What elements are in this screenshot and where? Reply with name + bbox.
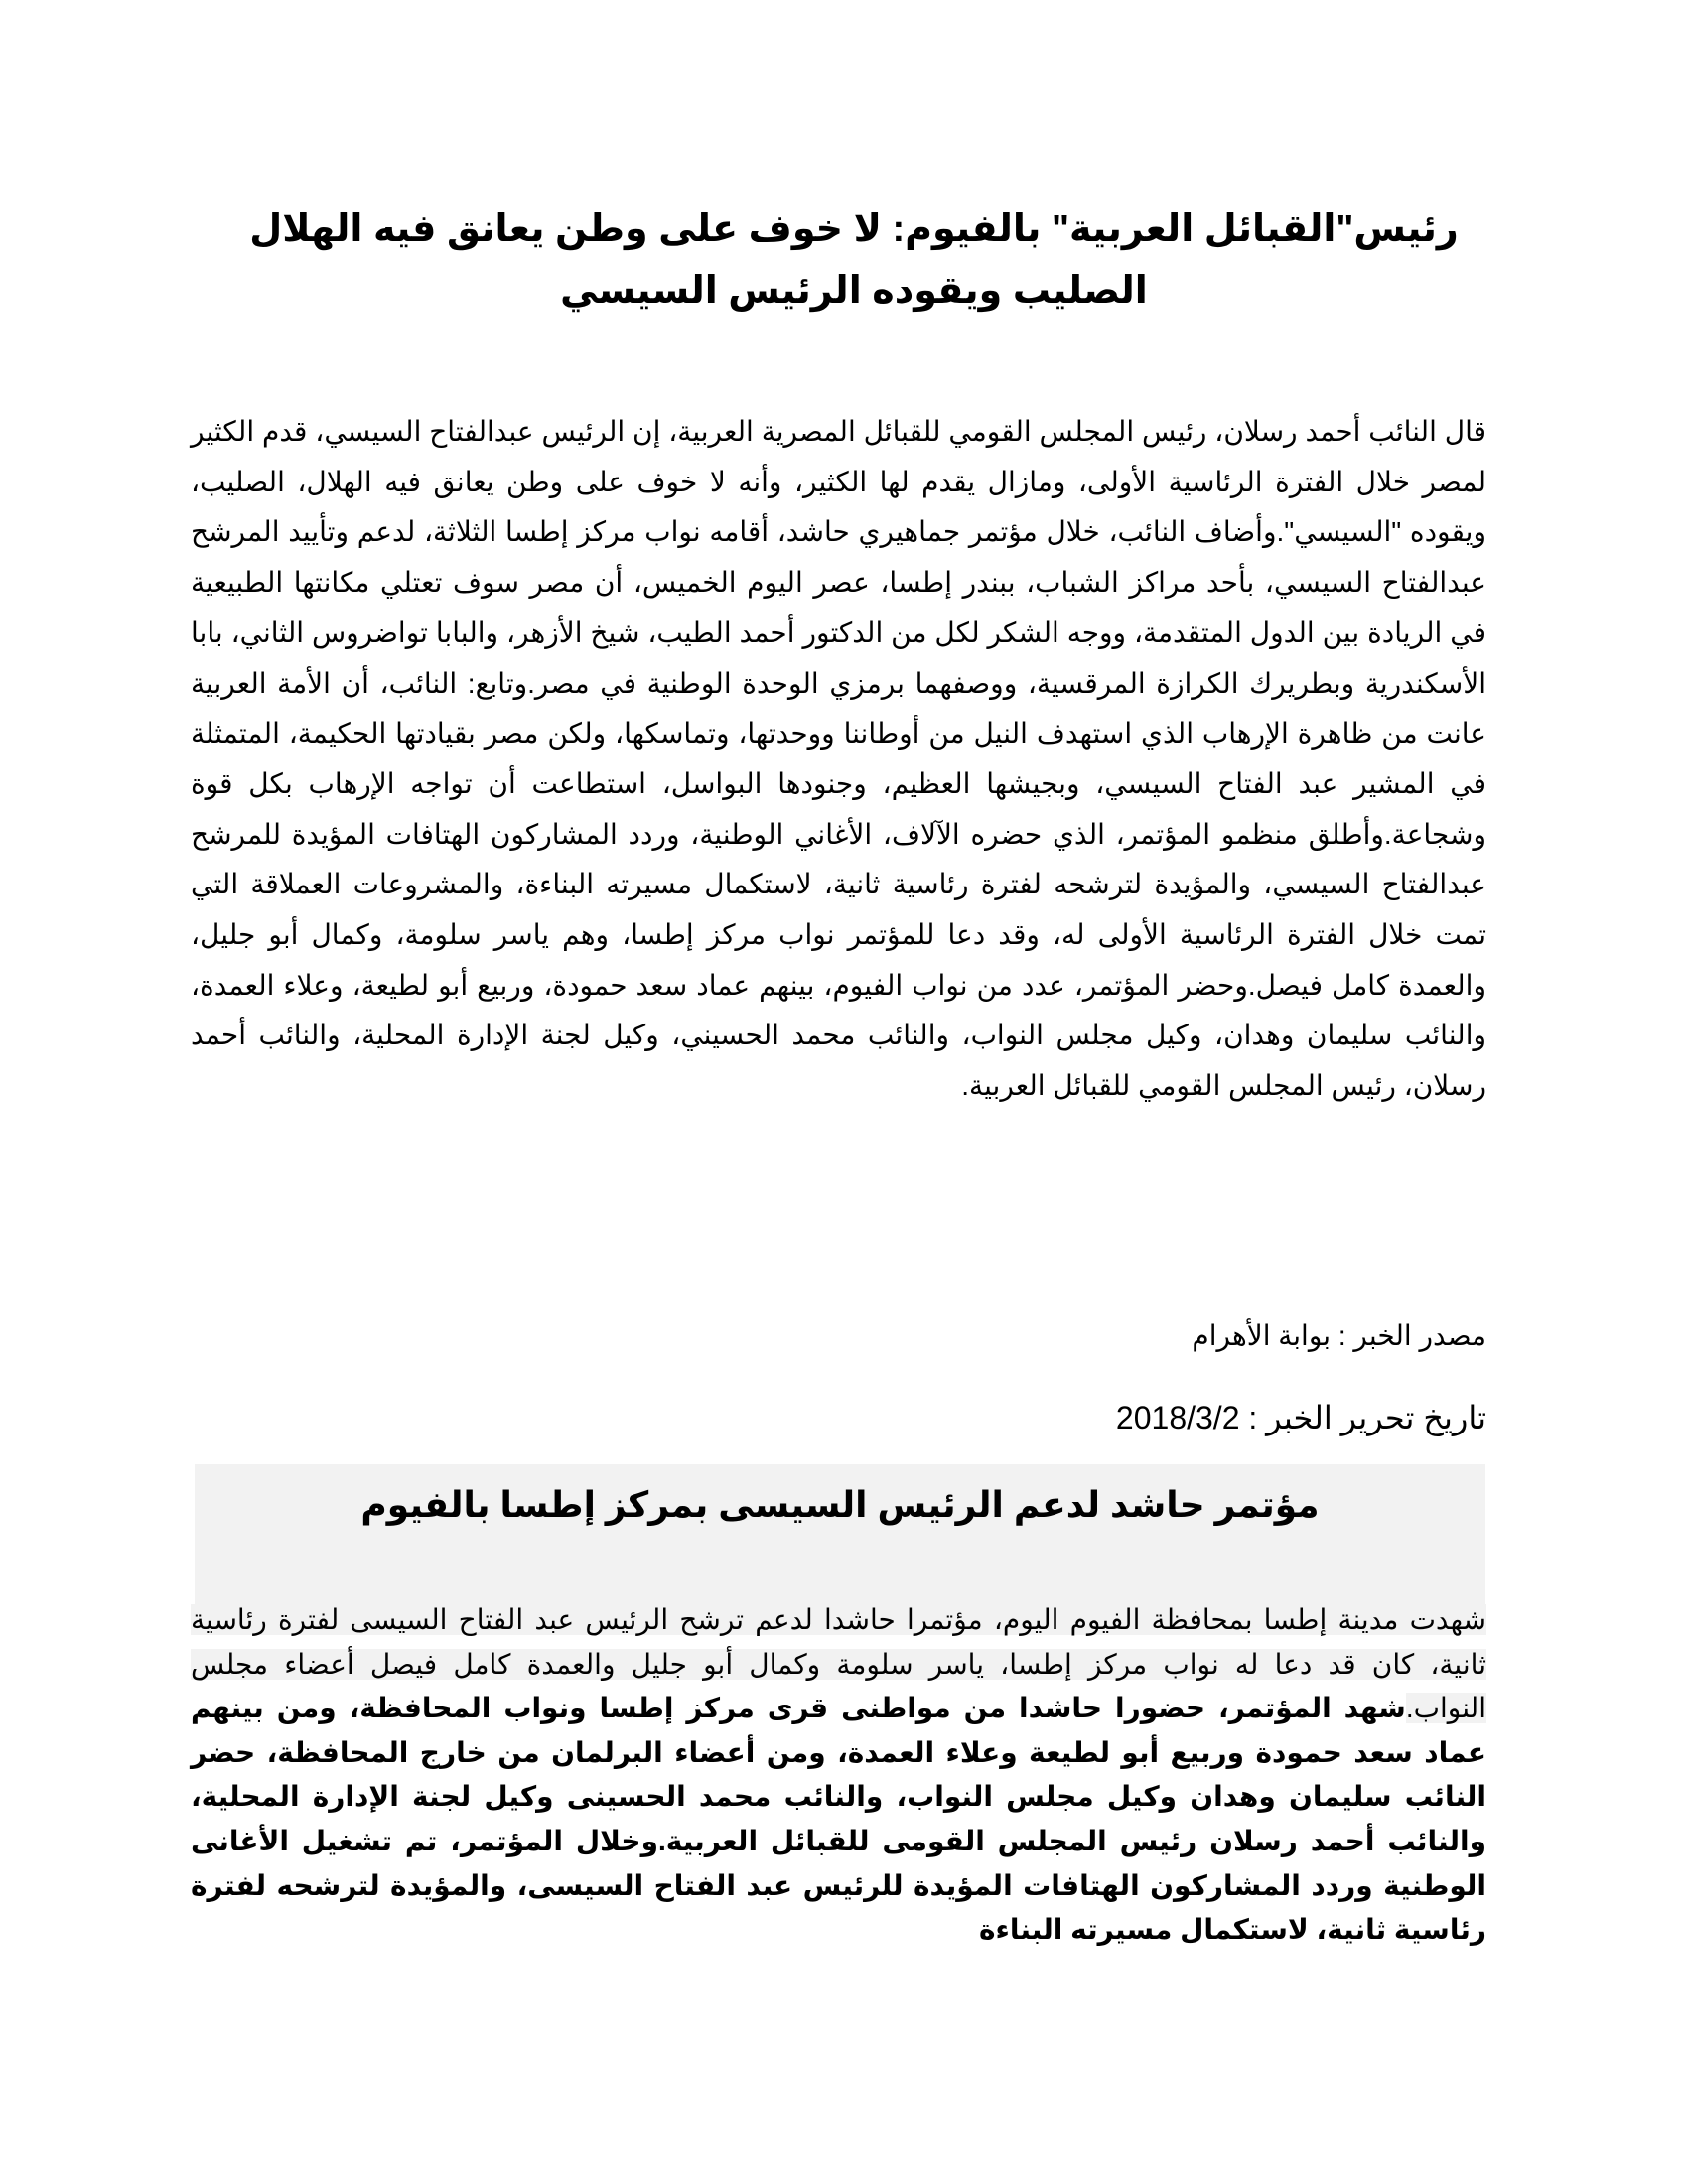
second-article-body-intro: شهدت مدينة إطسا بمحافظة الفيوم اليوم، مؤتمرا حاشدا لدعم ترشح الرئيس عبد الفتاح السيسى لفترة رئاسية ثانية، كان قد دعا له نواب مركز إطسا، ياسر سلومة وكمال أبو جليل والعمدة كامل فيصل أعضاء مجلس النواب. [191,1604,1486,1724]
second-article-body-main: شهد المؤتمر، حضورا حاشدا من مواطنى قرى مركز إطسا ونواب المحافظة، ومن بينهم عماد سعد حمودة وربيع أبو لطيعة وعلاء العمدة، ومن أعضاء البرلمان من خارج المحافظة، حضر النائب سليمان وهدان وكيل مجلس النواب، والنائب محمد الحسينى وكيل لجنة الإدارة المحلية، والنائب أحمد رسلان رئيس المجلس القومى للقبائل العربية.وخلال المؤتمر، تم تشغيل الأغانى الوطنية وردد المشاركون الهتافات المؤيدة للرئيس عبد الفتاح السيسى، والمؤيدة لترشحه لفترة رئاسية ثانية، لاستكمال مسيرته البناءة [191,1693,1486,1946]
article-body: قال النائب أحمد رسلان، رئيس المجلس القومي للقبائل المصرية العربية، إن الرئيس عبدالفتاح السيسي، قدم الكثير لمصر خلال الفترة الرئاسية الأولى، ومازال يقدم لها الكثير، وأنه لا خوف على وطن يعانق فيه الهلال، الصليب، ويقوده "السيسي".وأضاف النائب، خلال مؤتمر جماهيري حاشد، أقامه نواب مركز إطسا الثلاثة، لدعم وتأييد المرشح عبدالفتاح السيسي، بأحد مراكز الشباب، ببندر إطسا، عصر اليوم الخميس، أن مصر سوف تعتلي مكانتها الطبيعية في الريادة بين الدول المتقدمة، ووجه الشكر لكل من الدكتور أحمد الطيب، شيخ الأزهر، والبابا تواضروس الثاني، بابا الأسكندرية وبطريرك الكرازة المرقسية، ووصفهما برمزي الوحدة الوطنية في مصر.وتابع: النائب، أن الأمة العربية عانت من ظاهرة الإرهاب الذي استهدف النيل من أوطاننا ووحدتها، وتماسكها، ولكن مصر بقيادتها الحكيمة، المتمثلة في المشير عبد الفتاح السيسي، وبجيشها العظيم، وجنودها البواسل، استطاعت أن تواجه الإرهاب بكل قوة وشجاعة.وأطلق منظمو المؤتمر، الذي حضره الآلاف، الأغاني الوطنية، وردد المشاركون الهتافات المؤيدة للمرشح عبدالفتاح السيسي، والمؤيدة لترشحه لفترة رئاسية ثانية، لاستكمال مسيرته البناءة، والمشروعات العملاقة التي تمت خلال الفترة الرئاسية الأولى له، وقد دعا للمؤتمر نواب مركز إطسا، وهم ياسر سلومة، وكمال أبو جليل، والعمدة كامل فيصل.وحضر المؤتمر، عدد من نواب الفيوم، بينهم عماد سعد حمودة، وربيع أبو لطيعة، وعلاء العمدة، والنائب سليمان وهدان، وكيل مجلس النواب، والنائب محمد الحسيني، وكيل لجنة الإدارة المحلية، والنائب أحمد رسلان، رئيس المجلس القومي للقبائل العربية. [191,416,1486,1102]
second-article-title: مؤتمر حاشد لدعم الرئيس السيسى بمركز إطسا بالفيوم [360,1484,1320,1525]
second-article-body [191,1598,1486,1953]
edit-date: تاريخ تحرير الخبر : 2018/3/2 [1115,1400,1486,1435]
news-source: مصدر الخبر : بوابة الأهرام [1192,1320,1486,1351]
article-title: رئيس"القبائل العربية" بالفيوم: لا خوف على وطن يعانق فيه الهلال الصليب ويقوده الرئيس السيسي [249,208,1459,312]
